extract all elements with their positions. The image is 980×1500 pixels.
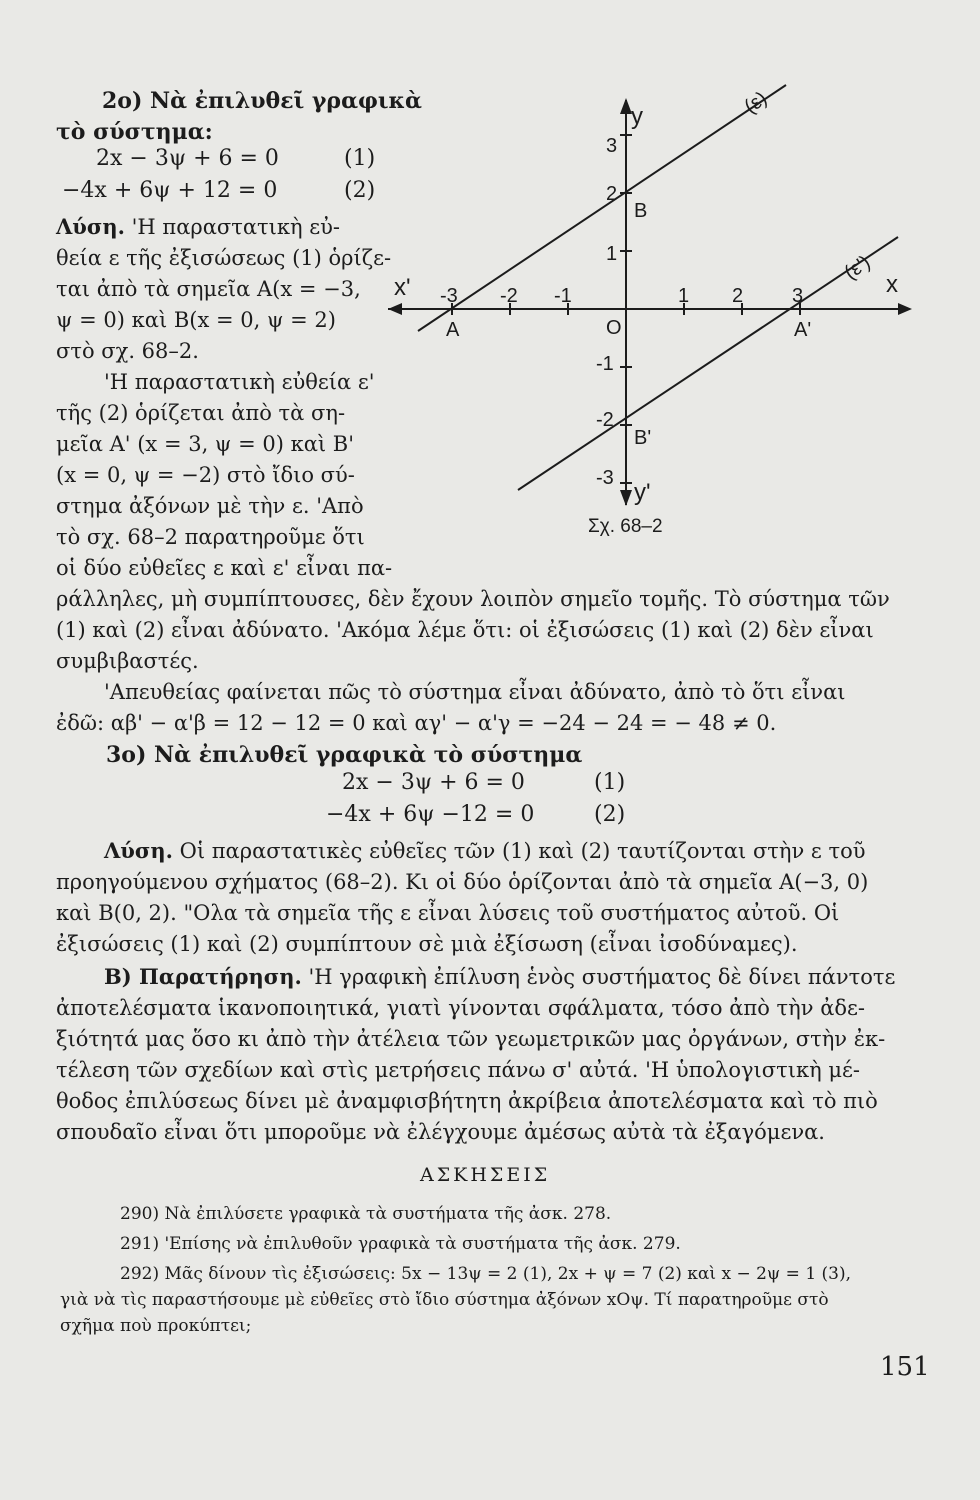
x-neg-axis-label: x' [394,274,411,301]
x-tick-label: 1 [678,285,690,307]
y-tick-label: 3 [606,135,618,157]
part2-full-line-1: ράλληλες, μὴ συμπίπτουσες, δὲν ἔχουν λοιπὸν σημεῖο τομῆς. Τὸ σύστημα τῶν [56,587,890,611]
part2-text-line-3: ται ἀπὸ τὰ σημεῖα A(x = −3, [56,277,361,301]
figure-68-2 [388,80,928,540]
line-e-prime-label: (ε') [840,251,875,285]
part3-solution-label: Λύση. [104,838,173,863]
x-neg-axis-arrow-icon [388,303,402,315]
point-a-prime-label: A' [794,319,812,341]
y-neg-axis-arrow-icon [620,490,632,506]
remark-line-5: θοδος ἐπιλύσεως δίνει μὲ ἀναμφισβήτητη ἀκρίβεια ἀποτελέσματα καὶ τὸ πιὸ [56,1089,878,1113]
remark-label: B) Παρατήρηση. [104,964,302,989]
y-tick-label: -3 [596,467,614,489]
exercise-292-cont-1: γιὰ νὰ τὶς παραστήσουμε μὲ εὐθεῖες στὸ ἴδιο σύστημα ἀξόνων xOψ. Τί παρατηροῦμε στὸ [60,1290,829,1310]
x-axis-arrow-icon [898,303,912,315]
origin-label: O [606,317,622,339]
exercise-290: 290) Νὰ ἐπιλύσετε γραφικὰ τὰ συστήματα τῆς ἀσκ. 278. [120,1204,612,1224]
y-tick-label: 1 [606,243,618,265]
part3-text-line-2: προηγούμενου σχήματος (68–2). Κι οἱ δύο ὁρίζονται ἀπὸ τὰ σημεῖα A(−3, 0) [56,870,869,894]
part2-text-line-6: 'Η παραστατικὴ εὐθεία ε' [104,370,375,394]
part2-eq2-number: (2) [344,178,376,203]
part2-heading-line1: 2o) Νὰ ἐπιλυθεῖ γραφικὰ [102,88,422,114]
part2-text-line-9: (x = 0, ψ = −2) στὸ ἴδιο σύ- [56,463,355,487]
line-e-label: (ε) [740,87,772,119]
y-neg-axis-label: y' [634,479,651,506]
remark-line-4: τέλεση τῶν σχεδίων καὶ στὶς μετρήσεις πάνω σ' αὐτά. 'Η ὑπολογιστικὴ μέ- [56,1058,860,1082]
figure-caption: Σχ. 68–2 [588,516,663,537]
part2-text-line-12: οἱ δύο εὐθεῖες ε καὶ ε' εἶναι πα- [56,556,393,580]
exercise-291: 291) 'Επίσης νὰ ἐπιλυθοῦν γραφικὰ τὰ συστήματα τῆς ἀσκ. 279. [120,1234,681,1254]
part2-text-line-1: Λύση. 'Η παραστατικὴ εὐ- [56,214,341,239]
point-a-label: A [446,319,460,341]
part3-eq2-number: (2) [594,802,626,827]
part2-text-line-8: μεῖα A' (x = 3, ψ = 0) καὶ B' [56,432,354,456]
part2-full-line-4: 'Απευθείας φαίνεται πῶς τὸ σύστημα εἶναι ἀδύνατο, ἀπὸ τὸ ὅτι εἶναι [104,680,846,704]
part2-text-line-10: στημα ἀξόνων μὲ τὴν ε. 'Απὸ [56,494,364,518]
exercise-292-cont-2: σχῆμα ποὺ προκύπτει; [60,1316,252,1336]
remark-line-3: ξιότητά μας ὅσο κι ἀπὸ τὴν ἀτέλεια τῶν γεωμετρικῶν μας ὀργάνων, στὴν ἐκ- [56,1027,886,1051]
remark-line-2: ἀποτελέσματα ἱκανοποιητικά, γιατὶ γίνονται σφάλματα, τόσο ἀπὸ τὴν ἀδε- [56,996,865,1020]
part3-text-line-1: Λύση. Οἱ παραστατικὲς εὐθεῖες τῶν (1) καὶ (2) ταυτίζονται στὴν ε τοῦ [104,838,866,863]
part2-full-line-5: ἐδῶ: αβ' − α'β = 12 − 12 = 0 καὶ αγ' − α'γ = −24 − 24 = − 48 ≠ 0. [56,711,777,735]
part3-text-line-4: ἐξισώσεις (1) καὶ (2) συμπίπτουν σὲ μιὰ ἐξίσωση (εἶναι ἰσοδύναμες). [56,932,798,956]
x-tick-label: -2 [500,285,518,307]
x-tick-label: 3 [792,285,804,307]
line-e [418,85,786,331]
remark-line-6: σπουδαῖο εἶναι ὅτι μποροῦμε νὰ ἐλέγχουμε ἀμέσως αὐτὰ τὰ ἐξαγόμενα. [56,1120,825,1144]
part3-eq1: 2x − 3ψ + 6 = 0 [342,770,525,795]
x-axis-label: x [886,271,898,298]
point-b-prime-label: B' [634,427,652,449]
y-tick-label: -2 [596,409,614,431]
part3-eq1-number: (1) [594,770,626,795]
part3-heading: 3o) Νὰ ἐπιλυθεῖ γραφικὰ τὸ σύστημα [106,742,583,768]
part2-eq1-number: (1) [344,146,376,171]
x-tick-label: 2 [732,285,744,307]
part2-text-line-4: ψ = 0) καὶ B(x = 0, ψ = 2) [56,308,336,332]
part3-eq2: −4x + 6ψ −12 = 0 [326,802,535,827]
x-tick-label: -3 [440,285,458,307]
line-e-prime [518,237,898,490]
part2-text-line-7: τῆς (2) ὁρίζεται ἀπὸ τὰ ση- [56,401,346,425]
part2-text-line-5: στὸ σχ. 68–2. [56,339,199,363]
y-tick-label: 2 [606,183,618,205]
part2-eq1: 2x − 3ψ + 6 = 0 [96,146,279,171]
x-tick-label: -1 [554,285,572,307]
y-axis-label: y [631,103,643,130]
part3-text-line-3: καὶ B(0, 2). "Ολα τὰ σημεῖα τῆς ε εἶναι λύσεις τοῦ συστήματος αὐτοῦ. Οἱ [56,901,840,925]
part2-solution-label: Λύση. [56,214,125,239]
point-b-label: B [634,200,648,222]
exercise-292: 292) Μᾶς δίνουν τὶς ἐξισώσεις: 5x − 13ψ = 2 (1), 2x + ψ = 7 (2) καὶ x − 2ψ = 1 (3), [120,1264,852,1284]
part2-text-line-11: τὸ σχ. 68–2 παρατηροῦμε ὅτι [56,525,365,549]
part2-text-line-2: θεία ε τῆς ἐξισώσεως (1) ὁρίζε- [56,246,392,270]
exercises-title: ΑΣΚΗΣΕΙΣ [420,1164,551,1186]
part2-heading-line2: τὸ σύστημα: [56,119,213,145]
part2-full-line-2: (1) καὶ (2) εἶναι ἀδύνατο. 'Ακόμα λέμε ὅτι: οἱ ἐξισώσεις (1) καὶ (2) δὲν εἶναι [56,618,874,642]
remark-line-1: B) Παρατήρηση. 'Η γραφικὴ ἐπίλυση ἑνὸς συστήματος δὲ δίνει πάντοτε [104,964,896,989]
page-number: 151 [880,1352,930,1382]
part2-eq2: −4x + 6ψ + 12 = 0 [62,178,278,203]
y-tick-label: -1 [596,353,614,375]
part2-full-line-3: συμβιβαστές. [56,649,199,673]
